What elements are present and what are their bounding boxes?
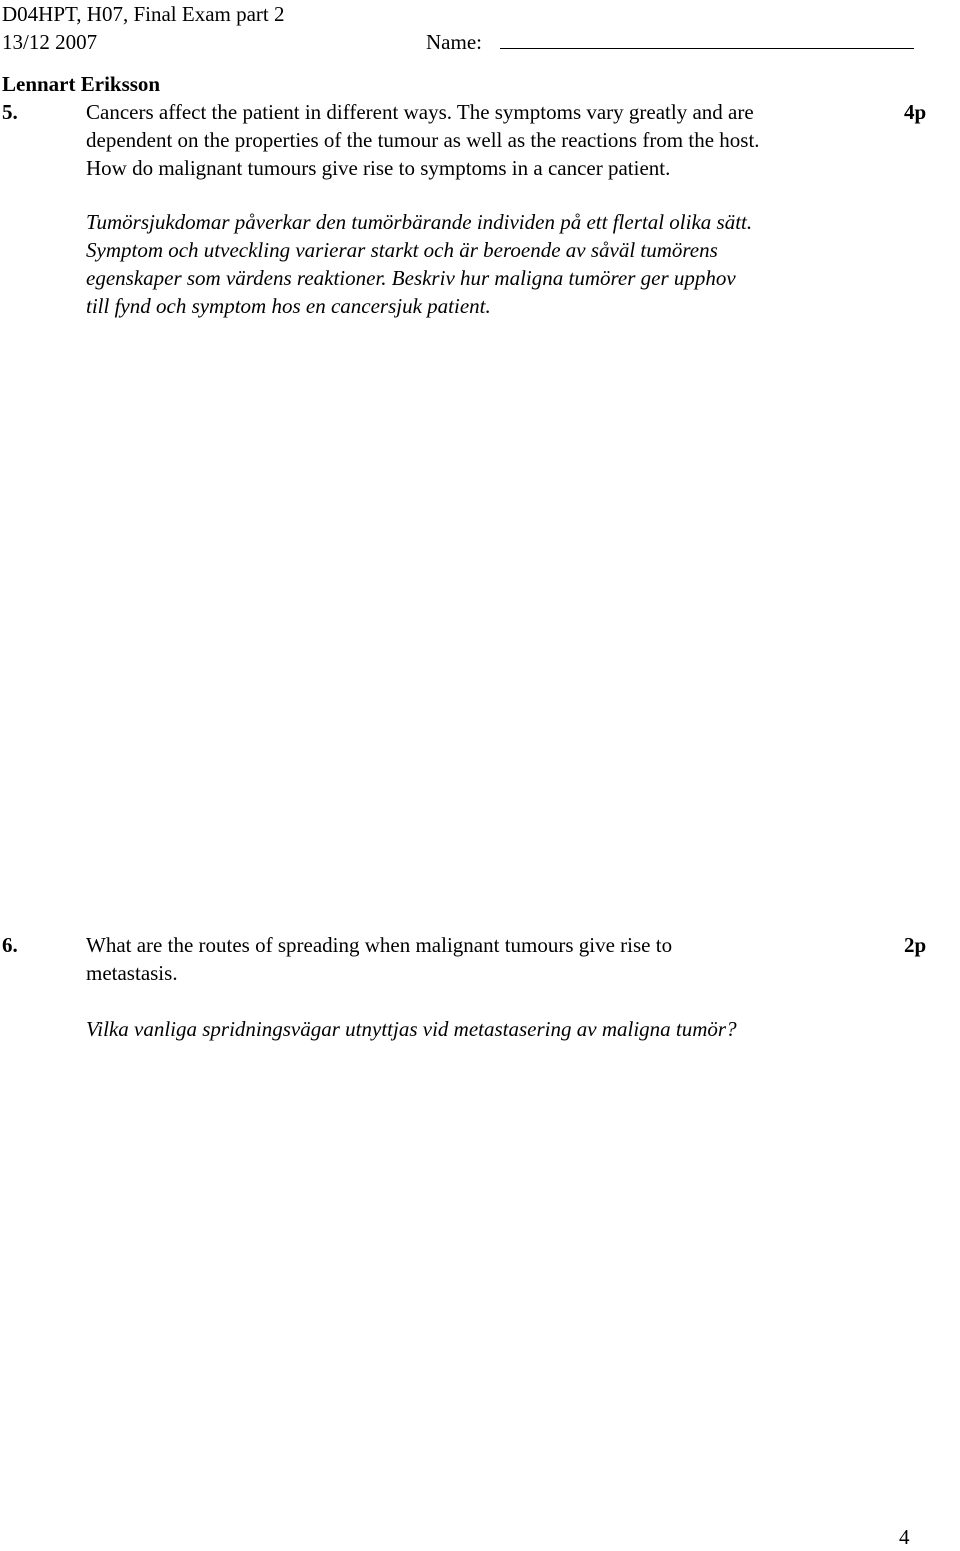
question-6-english (86, 931, 672, 987)
question-5-english-line-1: Cancers affect the patient in different ways. The symptoms vary greatly and are (86, 100, 754, 124)
question-6-swedish (86, 1015, 737, 1043)
teacher-name: Lennart Eriksson (2, 72, 161, 96)
question-6-english-line-2: metastasis. (86, 961, 178, 985)
question-5-points: 4p (904, 100, 927, 124)
question-5-english-line-3: How do malignant tumours give rise to symptoms in a cancer patient. (86, 156, 671, 180)
question-5-swedish-line-3: egenskaper som värdens reaktioner. Beskriv hur maligna tumörer ger upphov (86, 266, 736, 290)
question-5-swedish-line-1: Tumörsjukdomar påverkar den tumörbärande individen på ett flertal olika sätt. (86, 210, 753, 234)
name-label: Name: (426, 30, 482, 54)
question-5-swedish (86, 208, 752, 320)
question-6-swedish-line-1: Vilka vanliga spridningsvägar utnyttjas vid metastasering av maligna tumör? (86, 1017, 737, 1041)
question-5-swedish-line-2: Symptom och utveckling varierar starkt och är beroende av såväl tumörens (86, 238, 718, 262)
question-6-number: 6. (2, 933, 18, 957)
question-6-points: 2p (904, 933, 927, 957)
name-underline[interactable] (500, 48, 914, 49)
question-5-english (86, 98, 760, 182)
exam-title: D04HPT, H07, Final Exam part 2 (2, 2, 285, 26)
exam-date: 13/12 2007 (2, 30, 98, 54)
question-5-swedish-line-4: till fynd och symptom hos en cancersjuk patient. (86, 294, 491, 318)
page-number: 4 (899, 1525, 910, 1549)
question-5-number: 5. (2, 100, 18, 124)
question-5-english-line-2: dependent on the properties of the tumour as well as the reactions from the host. (86, 128, 760, 152)
question-6-english-line-1: What are the routes of spreading when malignant tumours give rise to (86, 933, 673, 957)
